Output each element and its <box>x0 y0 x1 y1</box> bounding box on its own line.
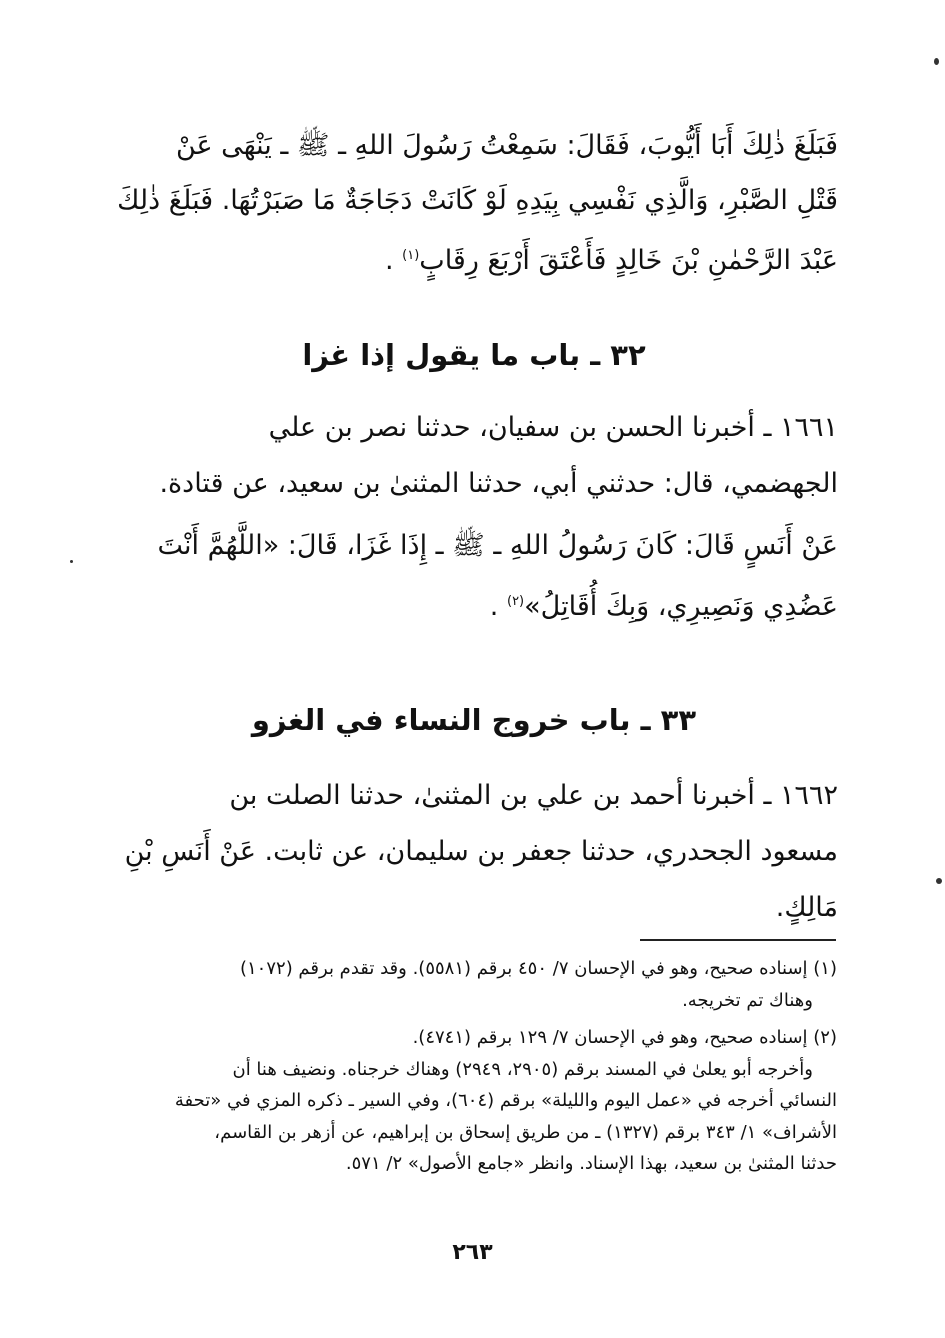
text-segment: عَضُدِي وَنَصِيرِي، وَبِكَ أُقَاتِلُ» <box>524 591 838 622</box>
footnote-line: (٢) إسناده صحيح، وهو في الإحسان ٧/ ١٢٩ برقم (٤٧٤١). <box>412 1027 837 1048</box>
footnote-marker: (١) <box>402 248 420 263</box>
scan-speck <box>936 878 942 884</box>
scan-speck <box>70 560 73 563</box>
text-segment: . <box>384 245 394 276</box>
footnote-line: (١) إسناده صحيح، وهو في الإحسان ٧/ ٤٥٠ برقم (٥٥٨١). وقد تقدم برقم (١٠٧٢) <box>239 958 837 979</box>
hadith-isnad <box>110 400 838 512</box>
footnote-marker: (٢) <box>506 594 525 609</box>
text-line <box>110 574 838 630</box>
text-segment: . <box>489 591 499 622</box>
footnote-line: وأخرجه أبو يعلىٰ في المسند برقم (٢٩٠٥، ٢٩٤٩) وهناك خرجناه. ونضيف هنا أن <box>232 1058 813 1080</box>
footnotes <box>115 953 837 1180</box>
text-line: مسعود الجحدري، حدثنا جعفر بن سليمان، عن ثابت. عَنْ أَنَسِ بْنِ <box>124 836 838 867</box>
text-line: فَبَلَغَ ذٰلِكَ أَبَا أَيُّوبَ، فَقَالَ: سَمِعْتُ رَسُولَ اللهِ ـ ﷺ ـ يَنْهَى عَنْ <box>175 130 838 161</box>
footnote-line: حدثنا المثنىٰ بن سعيد، بهذا الإسناد. وانظر «جامع الأصول» ٢/ ٥٧١. <box>345 1153 837 1174</box>
footnote-line: الأشراف» ١/ ٣٤٣ برقم (١٣٢٧) ـ من طريق إسحاق بن إبراهيم، عن أزهر بن القاسم، <box>214 1121 837 1143</box>
text-line: عَنْ أَنَسٍ قَالَ: كَانَ رَسُولُ اللهِ ـ ﷺ ـ إِذَا غَزَا، قَالَ: «اللَّهُمَّ أَنْتَ <box>157 530 838 561</box>
text-line: ١٦٦١ ـ أخبرنا الحسن بن سفيان، حدثنا نصر بن علي <box>268 412 838 443</box>
hadith-matn <box>110 518 838 630</box>
text-line: الجهضمي، قال: حدثني أبي، حدثنا المثنىٰ بن سعيد، عن قتادة. <box>159 468 838 499</box>
chapter-title: ٣٣ ـ باب خروج النساء في الغزو <box>251 703 697 737</box>
page-number: ٢٦٣ <box>452 1240 493 1265</box>
chapter-title: ٣٢ ـ باب ما يقول إذا غزا <box>302 338 646 372</box>
text-line: ١٦٦٢ ـ أخبرنا أحمد بن علي بن المثنىٰ، حدثنا الصلت بن <box>229 780 838 811</box>
text-segment: عَبْدَ الرَّحْمٰنِ بْنَ خَالِدٍ فَأَعْتَقَ أَرْبَعَ رِقَابٍ <box>419 245 838 276</box>
footnote-line: وهناك تم تخريجه. <box>682 989 813 1011</box>
footnote-divider <box>640 939 836 941</box>
scan-speck <box>934 58 939 65</box>
hadith-continuation <box>110 118 838 283</box>
text-line: مَالِكٍ. <box>775 892 838 923</box>
hadith-text <box>110 768 838 936</box>
text-line: قَتْلِ الصَّبْرِ، وَالَّذِي نَفْسِي بِيَدِهِ لَوْ كَانَتْ دَجَاجَةٌ مَا صَبَرْتُهَا. فَبَلَغَ ذٰلِكَ <box>117 185 838 216</box>
text-line <box>110 228 838 283</box>
footnote-line: النسائي أخرجه في «عمل اليوم والليلة» برقم (٦٠٤)، وفي السير ـ ذكره المزي في «تحفة <box>174 1090 837 1111</box>
